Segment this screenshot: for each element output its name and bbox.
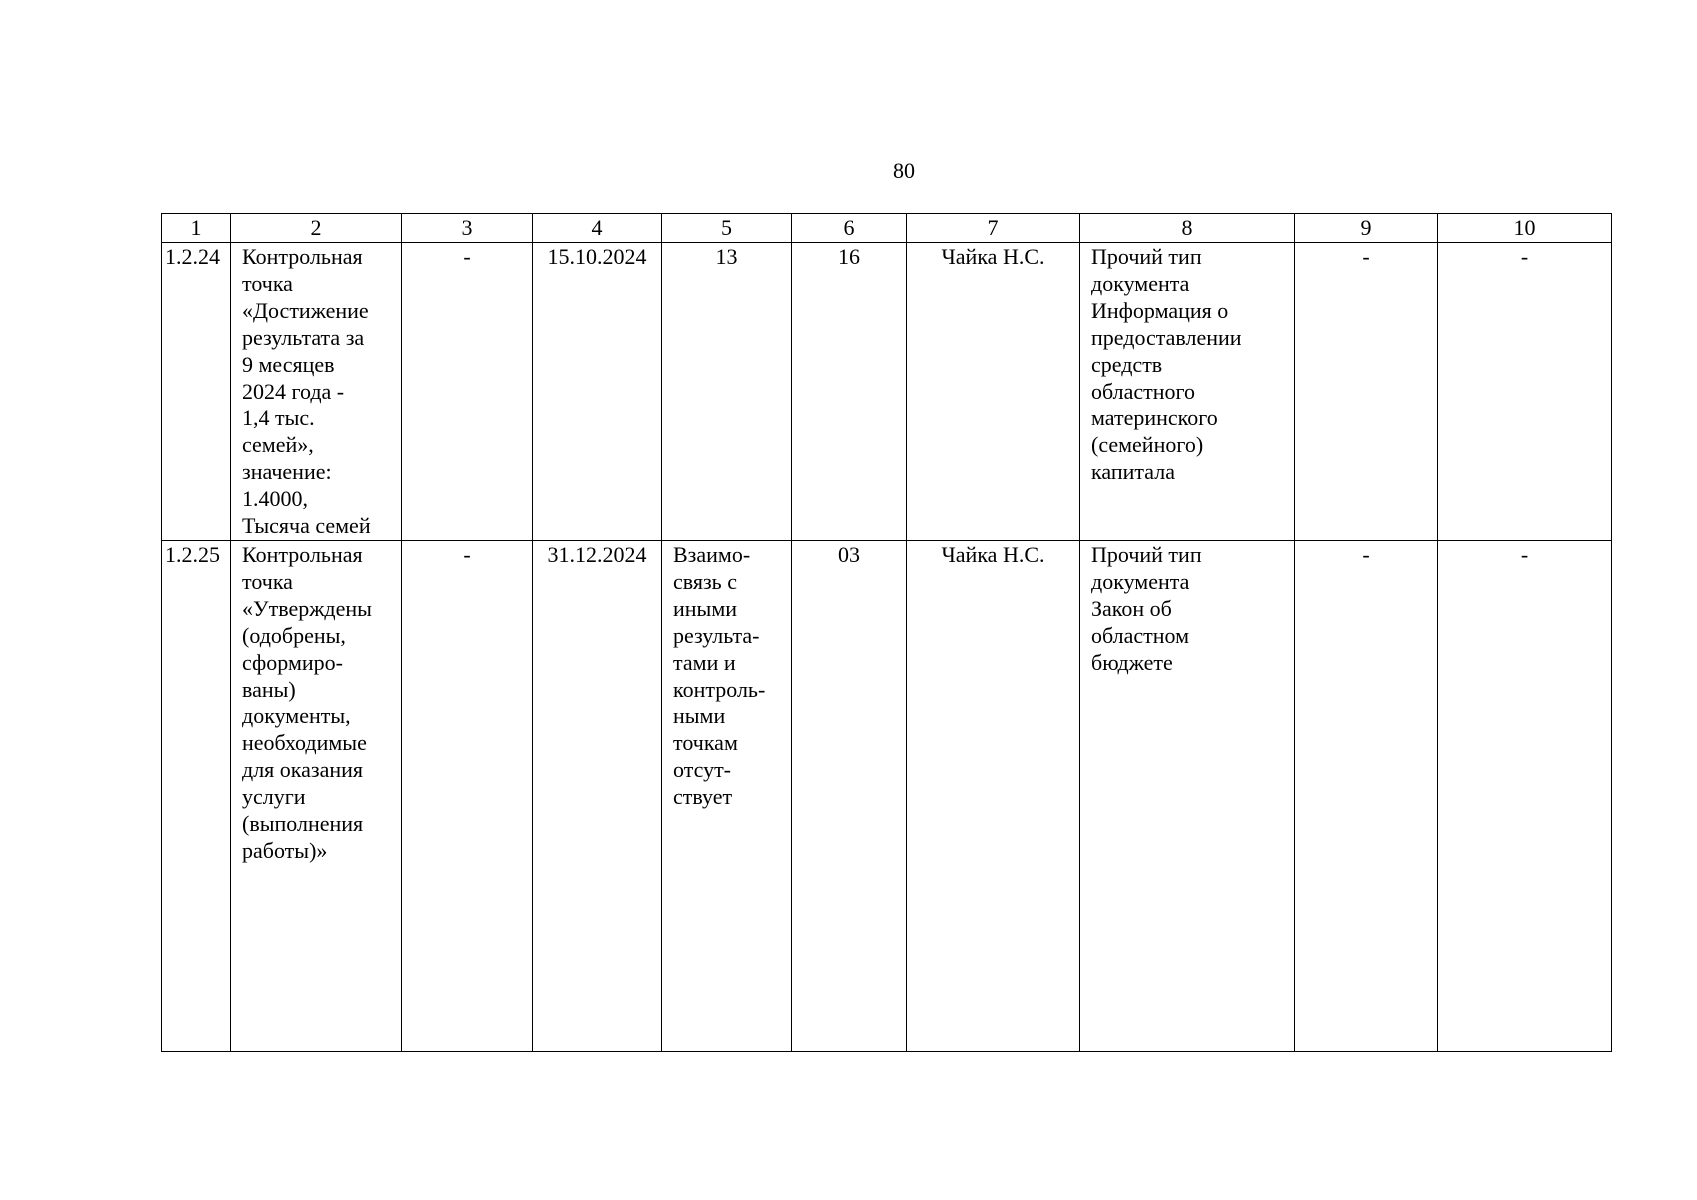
table-row <box>162 540 1612 1051</box>
page-number: 80 <box>893 158 915 183</box>
table-cell: 13 <box>662 243 792 541</box>
responsible-person-cell: Чайка Н.С. <box>907 540 1080 1051</box>
date-cell: 15.10.2024 <box>533 243 662 541</box>
header-cell: 4 <box>533 214 662 243</box>
header-cell: 10 <box>1438 214 1612 243</box>
document-table <box>161 213 1612 1052</box>
control-point-description-cell: Контрольная точка «Достижение результата за 9 месяцев 2024 года - 1,4 тыс. семей», значение: 1.4000, Тысяча семей <box>231 243 402 541</box>
header-cell: 7 <box>907 214 1080 243</box>
table-cell: - <box>1438 243 1612 541</box>
table-cell: 16 <box>792 243 907 541</box>
table-header-row <box>162 214 1612 243</box>
table-cell: - <box>1295 540 1438 1051</box>
document-type-cell: Прочий тип документа Закон об областном бюджете <box>1080 540 1295 1051</box>
document-type-cell: Прочий тип документа Информация о предоставлении средств областного материнского (семейного) капитала <box>1080 243 1295 541</box>
header-cell: 8 <box>1080 214 1295 243</box>
date-cell: 31.12.2024 <box>533 540 662 1051</box>
row-number-cell: 1.2.24 <box>162 243 231 541</box>
table-cell: 03 <box>792 540 907 1051</box>
table-cell: - <box>1295 243 1438 541</box>
header-cell: 6 <box>792 214 907 243</box>
table-cell: - <box>402 243 533 541</box>
header-cell: 2 <box>231 214 402 243</box>
header-cell: 9 <box>1295 214 1438 243</box>
table-cell: - <box>1438 540 1612 1051</box>
header-cell: 3 <box>402 214 533 243</box>
responsible-person-cell: Чайка Н.С. <box>907 243 1080 541</box>
row-number-cell: 1.2.25 <box>162 540 231 1051</box>
relationship-cell: Взаимо- связь с иными результа- тами и контроль- ными точкам отсут- ствует <box>662 540 792 1051</box>
control-point-description-cell: Контрольная точка «Утверждены (одобрены, сформиро- ваны) документы, необходимые для оказания услуги (выполнения работы)» <box>231 540 402 1051</box>
table-row <box>162 243 1612 541</box>
header-cell: 5 <box>662 214 792 243</box>
table-cell: - <box>402 540 533 1051</box>
header-cell: 1 <box>162 214 231 243</box>
